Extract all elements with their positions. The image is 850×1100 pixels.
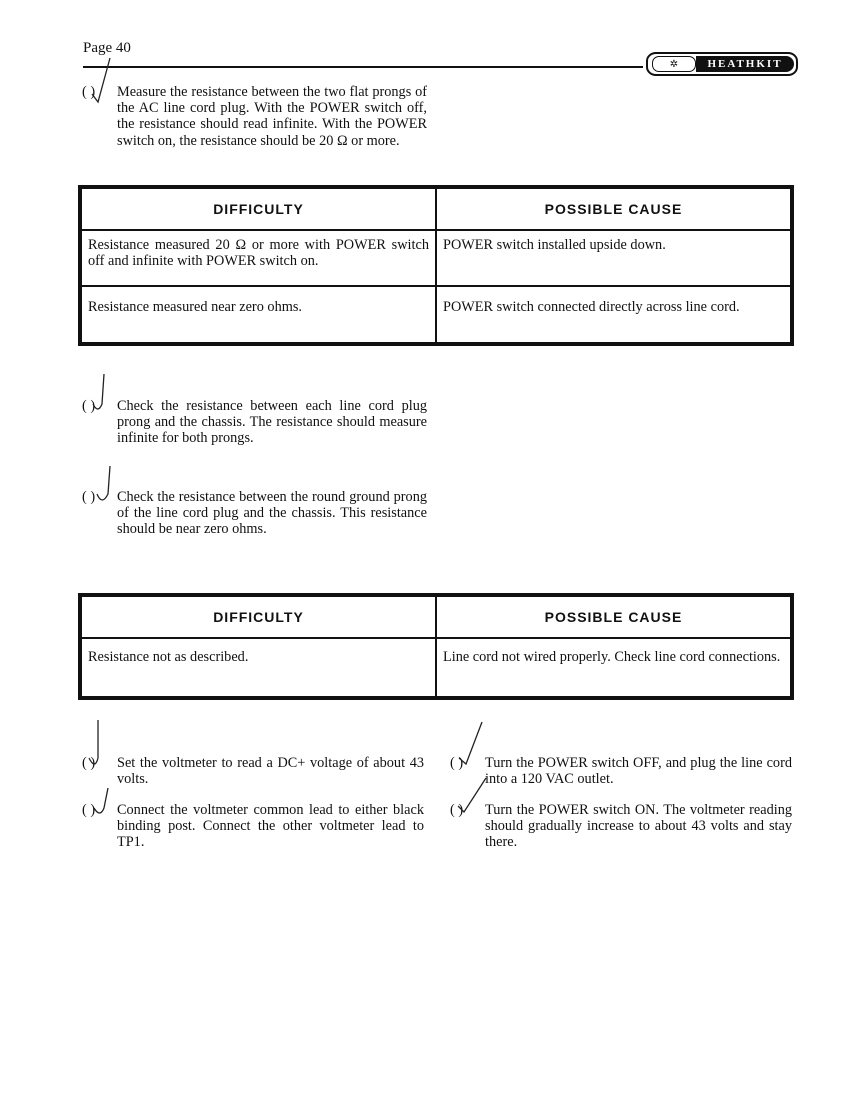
logo-text: HEATHKIT	[696, 56, 794, 72]
checkbox[interactable]: ( )	[82, 84, 96, 100]
handwritten-check-icon	[90, 372, 110, 414]
step-text: Turn the POWER switch ON. The voltmeter reading should gradually increase to about 43 volts and stay there.	[485, 802, 792, 851]
atom-icon: ✲	[652, 56, 696, 72]
heathkit-logo	[646, 52, 798, 76]
step-7	[450, 802, 792, 851]
header-possible-cause: POSSIBLE CAUSE	[436, 187, 792, 230]
step-text: Check the resistance between the round ground prong of the line cord plug and the chassis. This resistance should be near zero ohms.	[117, 489, 427, 538]
step-2	[82, 398, 427, 447]
step-1	[82, 84, 427, 149]
checkbox[interactable]: ( )	[450, 755, 464, 771]
troubleshooting-table-1	[78, 185, 794, 346]
step-text: Measure the resistance between the two flat prongs of the AC line cord plug. With the POWER switch off, the resistance should read infinite. With the POWER switch on, the resistance should be 20 Ω or more.	[117, 84, 427, 149]
checkbox[interactable]: ( )	[82, 489, 96, 505]
handwritten-check-icon	[88, 56, 118, 106]
step-text: Check the resistance between each line cord plug prong and the chassis. The resistance should measure infinite for both prongs.	[117, 398, 427, 447]
checkbox[interactable]: ( )	[82, 802, 96, 818]
handwritten-check-icon	[92, 786, 114, 818]
header-difficulty: DIFFICULTY	[80, 595, 436, 638]
step-text: Set the voltmeter to read a DC+ voltage of about 43 volts.	[117, 755, 424, 788]
step-text: Connect the voltmeter common lead to either black binding post. Connect the other voltmeter lead to TP1.	[117, 802, 424, 851]
difficulty-cell: Resistance measured 20 Ω or more with POWER switch off and infinite with POWER switch on.	[80, 230, 436, 286]
handwritten-check-icon	[94, 464, 116, 506]
checkbox[interactable]: ( )	[450, 802, 464, 818]
step-text: Turn the POWER switch OFF, and plug the line cord into a 120 VAC outlet.	[485, 755, 792, 788]
difficulty-cell: Resistance not as described.	[80, 638, 436, 698]
handwritten-check-icon	[456, 776, 496, 818]
cause-cell: POWER switch connected directly across line cord.	[436, 286, 792, 344]
handwritten-check-icon	[456, 720, 486, 768]
header-difficulty: DIFFICULTY	[80, 187, 436, 230]
handwritten-check-icon	[86, 718, 106, 768]
page-number: Page 40	[83, 40, 131, 56]
cause-cell: Line cord not wired properly. Check line cord connections.	[436, 638, 792, 698]
difficulty-cell: Resistance measured near zero ohms.	[80, 286, 436, 344]
header-possible-cause: POSSIBLE CAUSE	[436, 595, 792, 638]
checkbox[interactable]: ( )	[82, 398, 96, 414]
header-rule	[83, 66, 643, 68]
step-4	[82, 755, 424, 787]
step-5	[82, 802, 424, 851]
cause-cell: POWER switch installed upside down.	[436, 230, 792, 286]
step-6	[450, 755, 792, 787]
step-3	[82, 489, 427, 538]
troubleshooting-table-2	[78, 593, 794, 700]
checkbox[interactable]: ( )	[82, 755, 96, 771]
